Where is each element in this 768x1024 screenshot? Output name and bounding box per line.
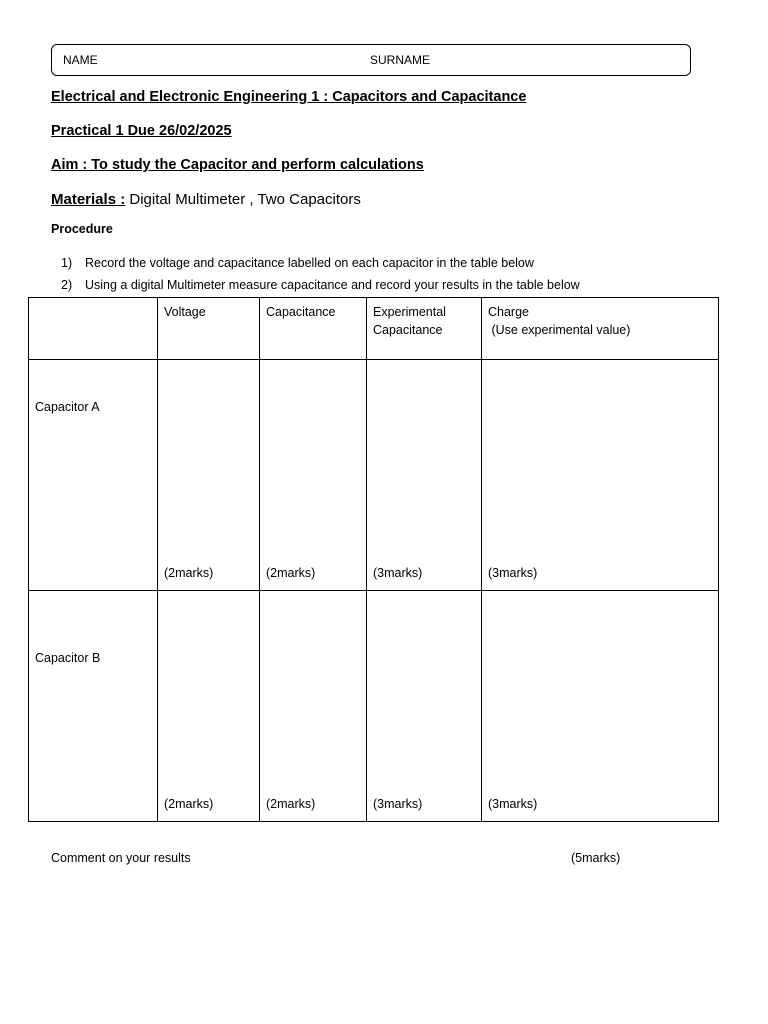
- surname-label: SURNAME: [370, 53, 431, 67]
- capacitance-entry-cell[interactable]: [260, 360, 367, 591]
- charge-entry-cell[interactable]: [482, 360, 719, 591]
- materials-value: Digital Multimeter , Two Capacitors: [125, 191, 361, 208]
- charge-entry-cell[interactable]: [482, 591, 719, 822]
- header-cell-charge: [482, 298, 719, 360]
- step-number: 2): [61, 278, 73, 292]
- marks-label: (2marks): [266, 566, 316, 580]
- marks-label: (3marks): [373, 797, 423, 811]
- practical-due-date: Practical 1 Due 26/02/2025: [51, 123, 232, 139]
- materials-label: Materials :: [51, 191, 126, 208]
- marks-label: (2marks): [266, 797, 316, 811]
- voltage-entry-cell[interactable]: [158, 360, 260, 591]
- marks-label: (3marks): [488, 797, 538, 811]
- row-label: Capacitor B: [35, 651, 101, 665]
- table-row-capacitor-b: [29, 591, 719, 822]
- marks-label: (2marks): [164, 797, 214, 811]
- procedure-step-1: [61, 256, 534, 270]
- step-text: Using a digital Multimeter measure capacitance and record your results in the table below: [85, 278, 580, 292]
- row-label-cell: [29, 591, 158, 822]
- table-row-capacitor-a: [29, 360, 719, 591]
- comment-marks: (5marks): [571, 851, 621, 865]
- step-number: 1): [61, 256, 73, 270]
- marks-label: (2marks): [164, 566, 214, 580]
- header-cell-voltage: Voltage: [158, 298, 260, 360]
- header-line: Capacitance: [373, 323, 443, 337]
- marks-label: (3marks): [373, 566, 423, 580]
- header-cell-empty: [29, 298, 158, 360]
- header-cell-capacitance: Capacitance: [260, 298, 367, 360]
- procedure-step-2: [61, 278, 580, 292]
- materials-line: [51, 191, 361, 208]
- header-line: Experimental: [373, 305, 446, 319]
- header-cell-experimental-capacitance: [367, 298, 482, 360]
- procedure-heading: Procedure: [51, 222, 113, 236]
- aim-heading: Aim : To study the Capacitor and perform calculations: [51, 157, 424, 173]
- experimental-capacitance-entry-cell[interactable]: [367, 591, 482, 822]
- header-line: Charge: [488, 305, 529, 319]
- name-label: NAME: [63, 53, 98, 67]
- capacitance-entry-cell[interactable]: [260, 591, 367, 822]
- name-surname-box: [51, 44, 691, 76]
- header-line: (Use experimental value): [488, 323, 631, 337]
- voltage-entry-cell[interactable]: [158, 591, 260, 822]
- row-label: Capacitor A: [35, 400, 100, 414]
- document-title: Electrical and Electronic Engineering 1 : Capacitors and Capacitance: [51, 89, 527, 105]
- results-table: [28, 297, 719, 822]
- marks-label: (3marks): [488, 566, 538, 580]
- row-label-cell: [29, 360, 158, 591]
- comment-prompt: Comment on your results: [51, 851, 191, 865]
- experimental-capacitance-entry-cell[interactable]: [367, 360, 482, 591]
- table-header-row: [29, 298, 719, 360]
- step-text: Record the voltage and capacitance labelled on each capacitor in the table below: [85, 256, 534, 270]
